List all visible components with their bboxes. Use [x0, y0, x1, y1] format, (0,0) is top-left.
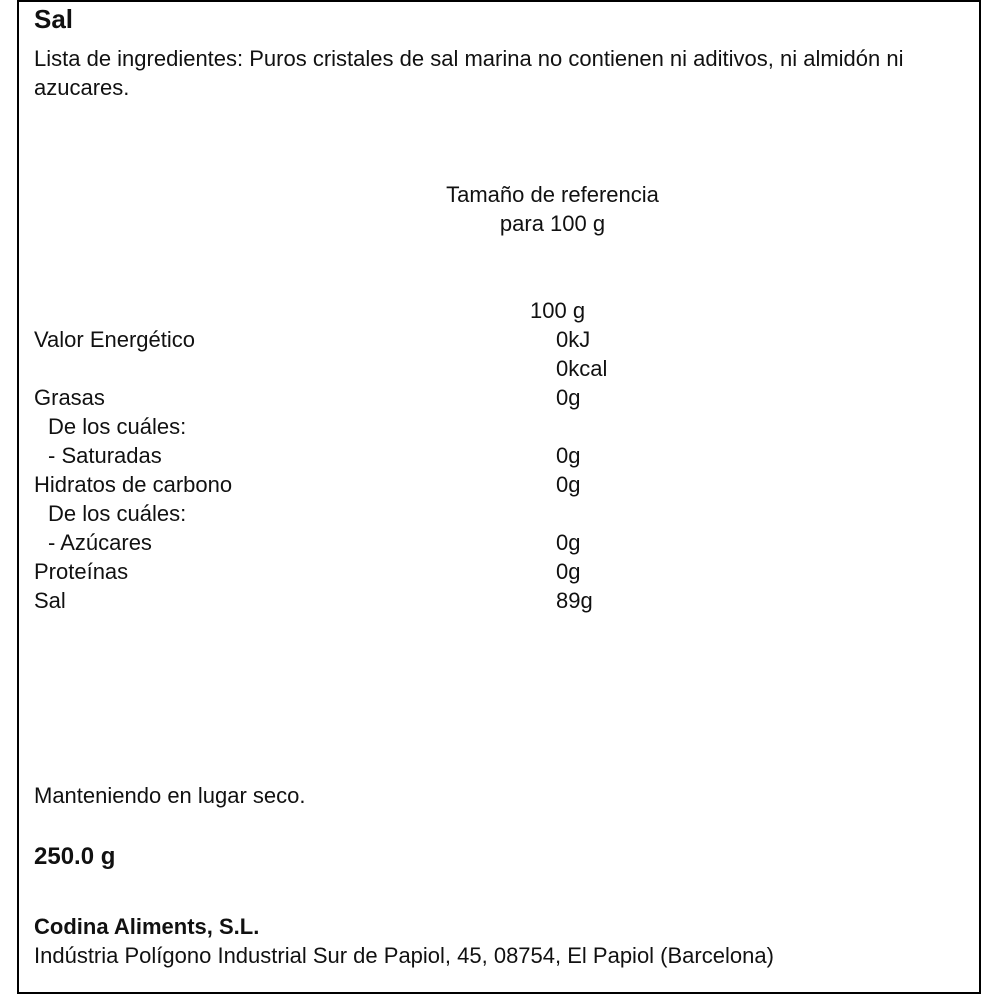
nutrition-value: [556, 412, 607, 441]
nutrition-value: 0g: [556, 385, 581, 410]
reference-size-line-2: para 100 g: [499, 211, 606, 236]
storage-instructions: Manteniendo en lugar seco.: [34, 783, 306, 808]
nutrition-row-fat: [34, 383, 607, 412]
ingredients-list: Lista de ingredientes: Puros cristales de sal marina no contienen ni aditivos, ni almidón ni azucares.: [34, 46, 904, 100]
nutrition-row-sugars: [34, 528, 607, 557]
reference-size-line-1: Tamaño de referencia: [446, 182, 659, 207]
nutrition-value: 0kJ: [556, 327, 591, 352]
nutrition-row-carbohydrates: [34, 470, 607, 499]
nutrition-column-header: 100 g: [530, 298, 586, 323]
nutrition-row-saturated: [34, 441, 607, 470]
nutrition-label: - Saturadas: [48, 443, 162, 468]
nutrition-value: 89g: [556, 588, 593, 613]
nutrition-row-energy-kj: [34, 325, 607, 354]
nutrition-value: 0g: [556, 443, 581, 468]
product-title: Sal: [34, 4, 74, 34]
nutrition-row-fat-of-which: [34, 412, 607, 441]
nutrition-table: [34, 325, 607, 615]
nutrition-label: Valor Energético: [34, 327, 196, 352]
nutrition-value: 0g: [556, 472, 581, 497]
nutrition-row-salt: [34, 586, 607, 615]
nutrition-label: Sal: [34, 588, 66, 613]
nutrition-label: De los cuáles:: [48, 414, 187, 439]
nutrition-value: 0g: [556, 530, 581, 555]
nutrition-row-protein: [34, 557, 607, 586]
nutrition-row-energy-kcal: [34, 354, 607, 383]
nutrition-label: Grasas: [34, 385, 105, 410]
nutrition-label: [34, 354, 556, 383]
nutrition-value: 0kcal: [556, 356, 608, 381]
reference-size: [380, 180, 725, 238]
nutrition-value: [556, 499, 607, 528]
manufacturer-name: Codina Aliments, S.L.: [34, 914, 260, 939]
manufacturer-address: Indústria Polígono Industrial Sur de Papiol, 45, 08754, El Papiol (Barcelona): [34, 943, 774, 968]
nutrition-label: Proteínas: [34, 559, 129, 584]
nutrition-row-carbs-of-which: [34, 499, 607, 528]
nutrition-label: De los cuáles:: [48, 501, 187, 526]
nutrition-value: 0g: [556, 559, 581, 584]
nutrition-label: - Azúcares: [48, 530, 152, 555]
net-weight: 250.0 g: [34, 843, 116, 870]
nutrition-label: Hidratos de carbono: [34, 472, 233, 497]
